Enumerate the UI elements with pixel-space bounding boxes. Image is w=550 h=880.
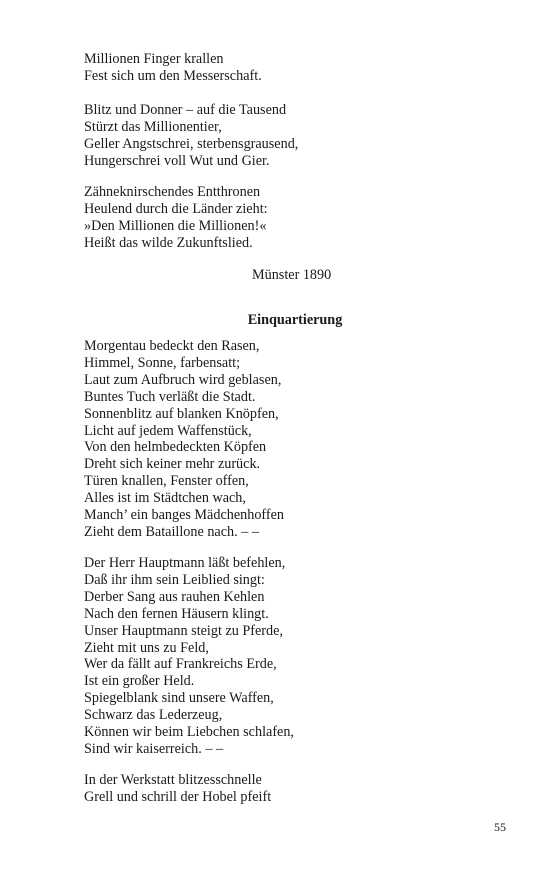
verse-line: Sonnenblitz auf blanken Knöpfen, — [84, 405, 279, 422]
verse-line: Ist ein großer Held. — [84, 673, 195, 690]
verse-line: Laut zum Aufbruch wird geblasen, — [84, 371, 282, 388]
verse-line: Zähneknirschendes Entthronen — [84, 184, 261, 200]
verse-line: Nach den fernen Häusern klingt. — [84, 605, 269, 622]
verse-line: Derber Sang aus rauhen Kehlen — [84, 588, 265, 605]
poem1-stanza-2 — [84, 102, 298, 170]
verse-line: Schwarz das Lederzeug, — [84, 707, 223, 724]
verse-line: Licht auf jedem Waffenstück, — [84, 422, 252, 439]
verse-line: Millionen Finger krallen — [84, 51, 224, 67]
verse-line: Himmel, Sonne, farbensatt; — [84, 354, 241, 371]
verse-line: Fest sich um den Messerschaft. — [84, 67, 262, 84]
verse-line: »Den Millionen die Millionen!« — [84, 217, 267, 234]
poem2-stanza-2 — [84, 555, 294, 758]
verse-line: Unser Hauptmann steigt zu Pferde, — [84, 622, 283, 639]
verse-line: Hungerschrei voll Wut und Gier. — [84, 152, 270, 169]
verse-line: Daß ihr ihm sein Leiblied singt: — [84, 571, 265, 588]
verse-line: Blitz und Donner – auf die Tausend — [84, 102, 287, 118]
verse-line: Grell und schrill der Hobel pfeift — [84, 788, 272, 805]
verse-line: Der Herr Hauptmann läßt befehlen, — [84, 555, 286, 571]
verse-line: Buntes Tuch verläßt die Stadt. — [84, 388, 256, 405]
verse-line: Heißt das wilde Zukunftslied. — [84, 234, 253, 251]
verse-line: Spiegelblank sind unsere Waffen, — [84, 690, 274, 707]
verse-line: Manch’ ein banges Mädchenhoffen — [84, 507, 284, 524]
poem1-stanza-3 — [84, 184, 268, 252]
place-date: Münster 1890 — [252, 267, 332, 283]
verse-line: Zieht mit uns zu Feld, — [84, 639, 209, 656]
poem1-stanza-1 — [84, 51, 262, 85]
verse-line: Von den helmbedeckten Köpfen — [84, 439, 267, 456]
verse-line: Alles ist im Städtchen wach, — [84, 490, 246, 507]
verse-line: Zieht dem Bataillone nach. – – — [84, 523, 259, 540]
verse-line: Morgentau bedeckt den Rasen, — [84, 338, 260, 354]
page-number: 55 — [494, 820, 506, 834]
verse-line: Können wir beim Liebchen schlafen, — [84, 724, 294, 741]
poem2-stanza-3 — [84, 772, 271, 806]
verse-line: Wer da fällt auf Frankreichs Erde, — [84, 656, 277, 673]
poem-title: Einquartierung — [247, 312, 343, 328]
verse-line: Heulend durch die Länder zieht: — [84, 200, 268, 217]
verse-line: Dreht sich keiner mehr zurück. — [84, 456, 261, 473]
poem2-stanza-1 — [84, 338, 284, 541]
verse-line: Geller Angstschrei, sterbensgrausend, — [84, 135, 299, 152]
verse-line: Sind wir kaiserreich. – – — [84, 740, 224, 757]
verse-line: Türen knallen, Fenster offen, — [84, 473, 249, 490]
verse-line: In der Werkstatt blitzesschnelle — [84, 772, 262, 788]
verse-line: Stürzt das Millionentier, — [84, 118, 222, 135]
